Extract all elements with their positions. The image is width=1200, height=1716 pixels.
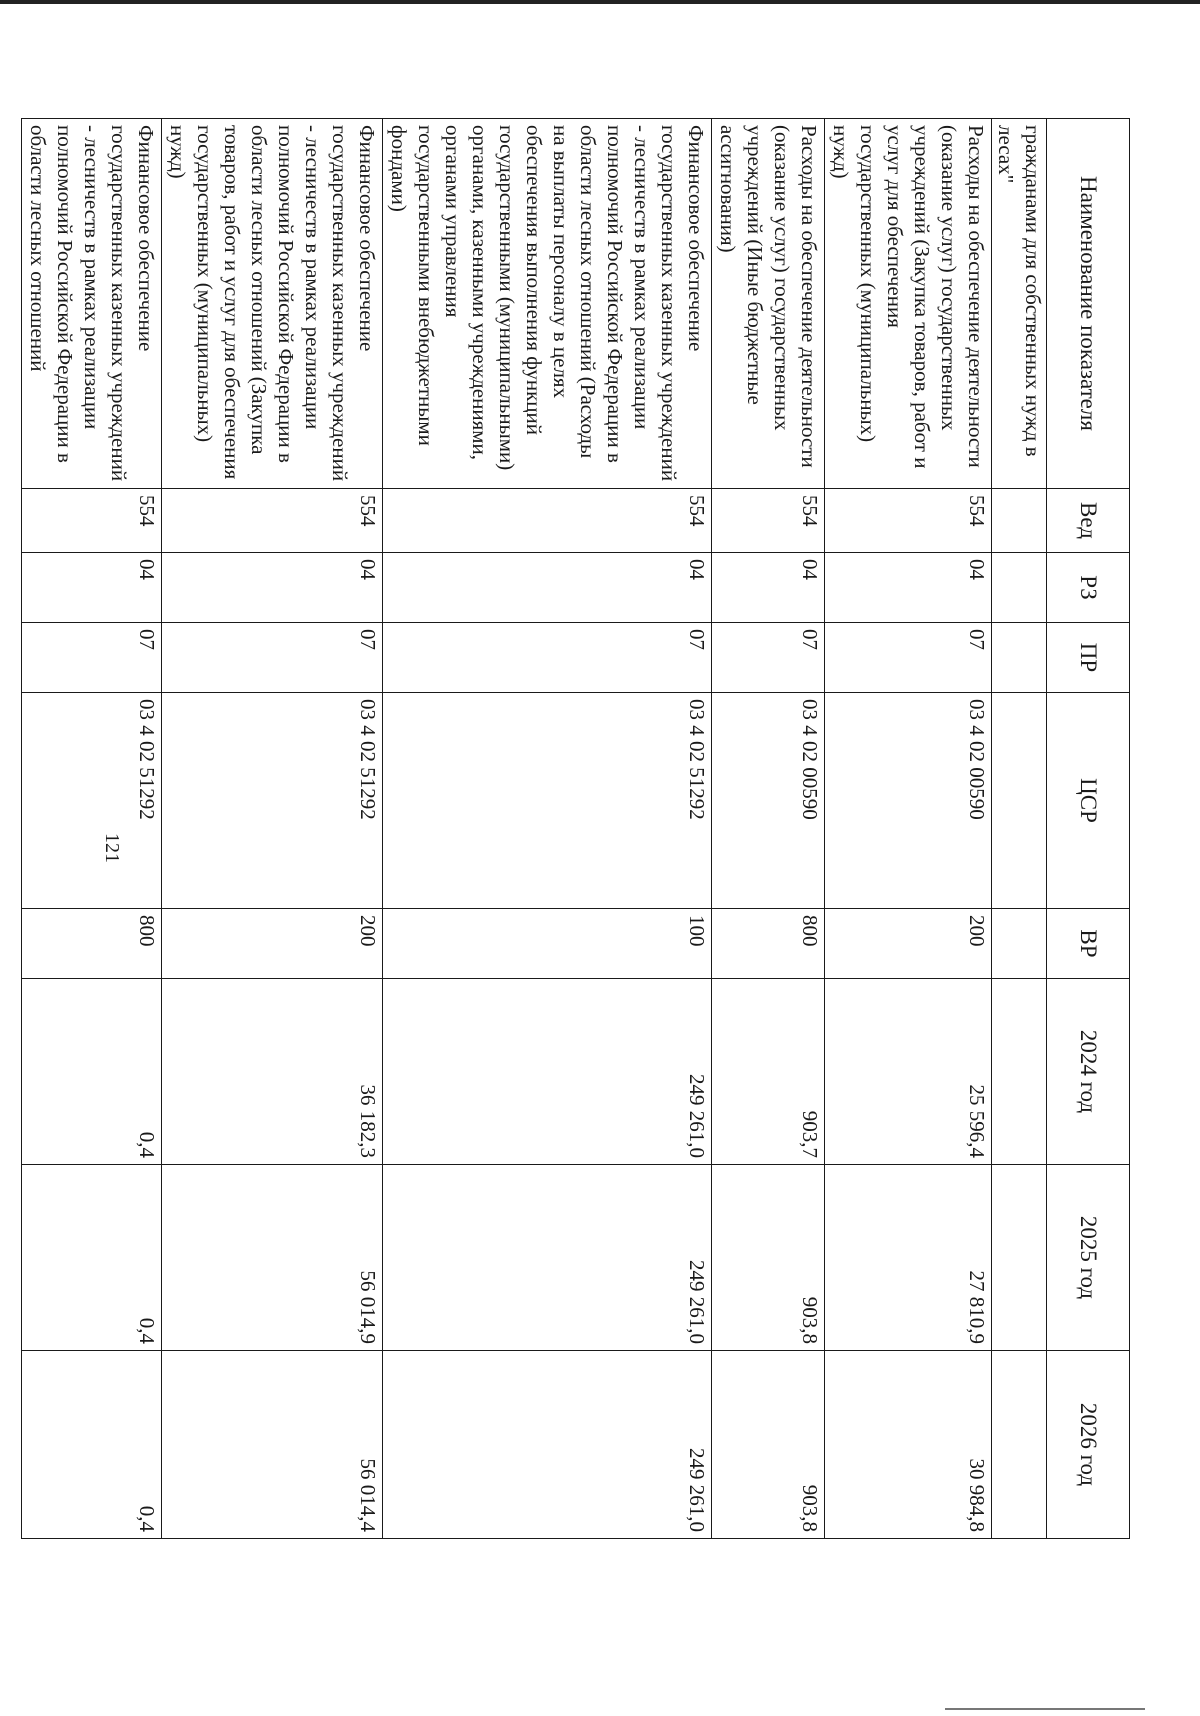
top-border-line: [0, 0, 1200, 4]
row-csr: 03 4 02 51292: [383, 693, 712, 909]
row-vr: 800: [22, 909, 162, 979]
row-2025: 0,4: [22, 1165, 162, 1351]
row-2026: 249 261,0: [383, 1351, 712, 1539]
row-ved: 554: [162, 489, 383, 553]
header-2025: 2025 год: [1047, 1165, 1130, 1351]
row-2024: 36 182,3: [162, 979, 383, 1165]
row-2025: 249 261,0: [383, 1165, 712, 1351]
continuation-row: [992, 119, 1047, 1539]
row-ved: 554: [383, 489, 712, 553]
row-pr: 07: [22, 623, 162, 693]
row-2025: 27 810,9: [825, 1165, 992, 1351]
row-2024: 903,7: [712, 979, 825, 1165]
row-csr: 03 4 02 00590: [825, 693, 992, 909]
table-cell: [992, 693, 1047, 909]
row-name: Расходы на обеспечение деятельности (оказание услуг) государственных учреждений (Иные бюджетные ассигнования): [712, 119, 825, 489]
row-name: Финансовое обеспечение государственных казенных учреждений - лесничеств в рамках реализации полномочий Российской Федерации в области лесных отношений (Расходы на выплаты персоналу в целях обеспечения выполнения функций государственными (муниципальными) органами, казенными учреждениями, органами управления государственными внебюджетными фондами): [383, 119, 712, 489]
table-row: [22, 119, 162, 1539]
row-name: Расходы на обеспечение деятельности (оказание услуг) государственных учреждений (Закупка товаров, работ и услуг для обеспечения государственных (муниципальных) нужд): [825, 119, 992, 489]
row-2024: 249 261,0: [383, 979, 712, 1165]
row-ved: 554: [712, 489, 825, 553]
row-2026: 0,4: [22, 1351, 162, 1539]
row-pr: 07: [383, 623, 712, 693]
header-rz: РЗ: [1047, 553, 1130, 623]
row-csr: 03 4 02 51292: [162, 693, 383, 909]
header-ved: Вед: [1047, 489, 1130, 553]
row-2026: 30 984,8: [825, 1351, 992, 1539]
row-pr: 07: [712, 623, 825, 693]
row-2026: 56 014,4: [162, 1351, 383, 1539]
row-name: Финансовое обеспечение государственных казенных учреждений - лесничеств в рамках реализации полномочий Российской Федерации в области лесных отношений: [22, 119, 162, 489]
row-ved: 554: [22, 489, 162, 553]
table-cell: [992, 979, 1047, 1165]
header-row: [1047, 119, 1130, 1539]
row-rz: 04: [383, 553, 712, 623]
header-name: Наименование показателя: [1047, 119, 1130, 489]
row-2026: 903,8: [712, 1351, 825, 1539]
table-cell: [992, 1351, 1047, 1539]
row-csr: 03 4 02 00590: [712, 693, 825, 909]
row-rz: 04: [712, 553, 825, 623]
continuation-text: гражданами для собственных нужд в лесах": [992, 119, 1047, 489]
bottom-edge-line: [945, 1708, 1145, 1710]
table-row: [825, 119, 992, 1539]
table-row: [383, 119, 712, 1539]
row-name: Финансовое обеспечение государственных казенных учреждений - лесничеств в рамках реализации полномочий Российской Федерации в области лесных отношений (Закупка товаров, работ и услуг для обеспечения государственных (муниципальных) нужд): [162, 119, 383, 489]
row-vr: 200: [825, 909, 992, 979]
table-row: [162, 119, 383, 1539]
table-cell: [992, 489, 1047, 553]
row-ved: 554: [825, 489, 992, 553]
table-cell: [992, 1165, 1047, 1351]
row-vr: 800: [712, 909, 825, 979]
table-cell: [992, 909, 1047, 979]
table-cell: [992, 553, 1047, 623]
row-rz: 04: [162, 553, 383, 623]
row-rz: 04: [825, 553, 992, 623]
header-2024: 2024 год: [1047, 979, 1130, 1165]
page-number: 121: [101, 833, 123, 863]
table-cell: [992, 623, 1047, 693]
row-csr: 03 4 02 51292: [22, 693, 162, 909]
row-2025: 56 014,9: [162, 1165, 383, 1351]
row-vr: 200: [162, 909, 383, 979]
row-vr: 100: [383, 909, 712, 979]
header-2026: 2026 год: [1047, 1351, 1130, 1539]
header-pr: ПР: [1047, 623, 1130, 693]
row-2024: 0,4: [22, 979, 162, 1165]
row-2024: 25 596,4: [825, 979, 992, 1165]
row-2025: 903,8: [712, 1165, 825, 1351]
budget-table: [21, 118, 1130, 1539]
row-rz: 04: [22, 553, 162, 623]
header-csr: ЦСР: [1047, 693, 1130, 909]
row-pr: 07: [825, 623, 992, 693]
table-row: [712, 119, 825, 1539]
header-vr: ВР: [1047, 909, 1130, 979]
row-pr: 07: [162, 623, 383, 693]
